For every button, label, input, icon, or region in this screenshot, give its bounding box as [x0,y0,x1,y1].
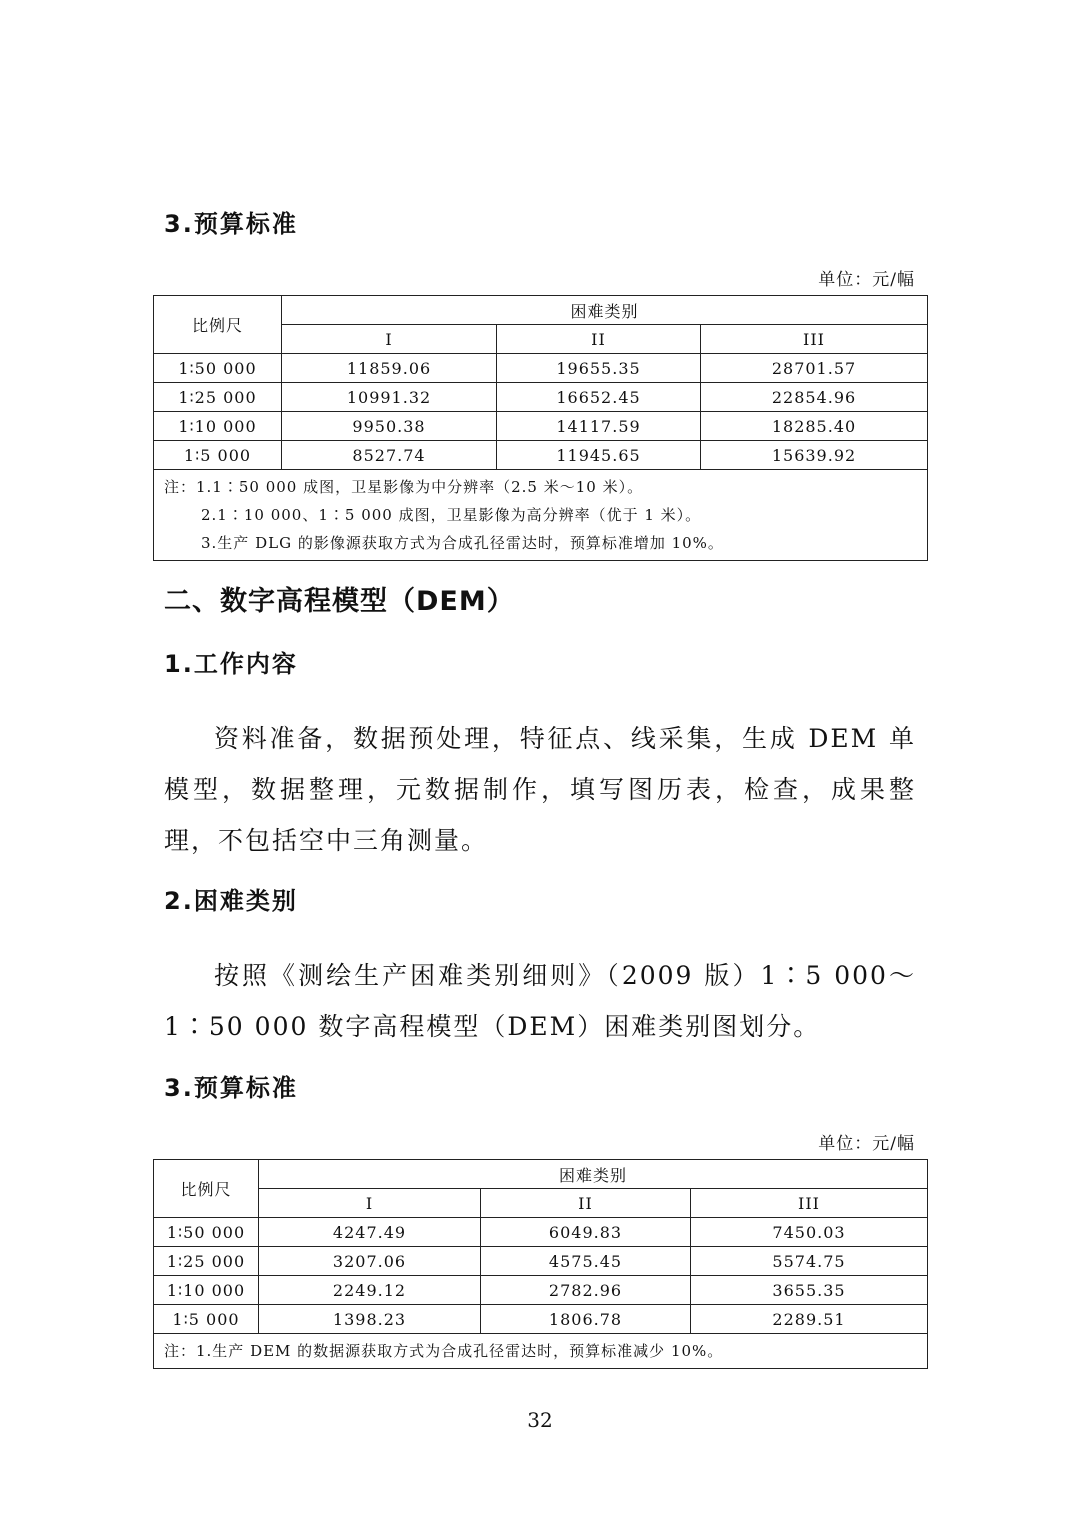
table-class-row [154,1189,928,1218]
scale-cell: 1∶50 000 [154,1218,259,1247]
value-cell: 2249.12 [259,1276,481,1305]
table-row [154,354,928,383]
dem-budget-heading: 3.预算标准 [164,1074,298,1102]
table-header-row [154,296,928,325]
difficulty-header: 困难类别 [282,296,928,325]
table-row [154,441,928,470]
table-row [154,1247,928,1276]
value-cell: 18285.40 [701,412,928,441]
scale-cell: 1∶10 000 [154,1276,259,1305]
table-note [154,1334,928,1369]
work-content-paragraph: 资料准备，数据预处理，特征点、线采集，生成 DEM 单模型，数据整理，元数据制作，填写图历表，检查，成果整理，不包括空中三角测量。 [164,724,916,855]
value-cell: 4247.49 [259,1218,481,1247]
scale-header: 比例尺 [154,1160,259,1218]
table-row [154,1276,928,1305]
class-header: I [259,1189,481,1218]
value-cell: 2289.51 [691,1305,928,1334]
scale-cell: 1∶50 000 [154,354,282,383]
value-cell: 8527.74 [282,441,497,470]
scale-cell: 1∶25 000 [154,383,282,412]
value-cell: 11859.06 [282,354,497,383]
difficulty-heading: 2.困难类别 [164,887,298,915]
table-note-row [154,470,928,561]
class-header: III [691,1189,928,1218]
class-header: III [701,325,928,354]
note-line: 2.1∶10 000、1∶5 000 成图，卫星影像为高分辨率（优于 1 米）。 [201,506,702,524]
table-row [154,412,928,441]
value-cell: 22854.96 [701,383,928,412]
value-cell: 14117.59 [497,412,701,441]
table-note-row [154,1334,928,1369]
value-cell: 4575.45 [481,1247,691,1276]
scale-cell: 1∶10 000 [154,412,282,441]
table-header-row [154,1160,928,1189]
table-row [154,1218,928,1247]
class-header: II [481,1189,691,1218]
difficulty-header: 困难类别 [259,1160,928,1189]
value-cell: 3207.06 [259,1247,481,1276]
value-cell: 1398.23 [259,1305,481,1334]
value-cell: 2782.96 [481,1276,691,1305]
scale-header: 比例尺 [154,296,282,354]
work-content-heading: 1.工作内容 [164,650,298,678]
note-line: 注：1.1∶50 000 成图，卫星影像为中分辨率（2.5 米～10 米）。 [164,478,644,496]
dem-unit-label: 单位：元/幅 [818,1134,915,1154]
dem-section-title: 二、数字高程模型（DEM） [164,586,515,617]
value-cell: 11945.65 [497,441,701,470]
dlg-unit-label: 单位：元/幅 [818,270,915,290]
difficulty-paragraph: 按照《测绘生产困难类别细则》（2009 版）1∶5 000～1∶50 000 数字高程模型（DEM）困难类别图划分。 [164,961,916,1041]
class-header: I [282,325,497,354]
scale-cell: 1∶25 000 [154,1247,259,1276]
note-line: 注：1.生产 DEM 的数据源获取方式为合成孔径雷达时，预算标准减少 10%。 [164,1342,724,1360]
dlg-budget-heading: 3.预算标准 [164,210,298,238]
table-row [154,383,928,412]
value-cell: 6049.83 [481,1218,691,1247]
value-cell: 10991.32 [282,383,497,412]
dlg-budget-table [153,295,928,561]
value-cell: 1806.78 [481,1305,691,1334]
note-line: 3.生产 DLG 的影像源获取方式为合成孔径雷达时，预算标准增加 10%。 [201,534,724,552]
class-header: II [497,325,701,354]
value-cell: 19655.35 [497,354,701,383]
table-row [154,1305,928,1334]
value-cell: 5574.75 [691,1247,928,1276]
scale-cell: 1∶5 000 [154,441,282,470]
scale-cell: 1∶5 000 [154,1305,259,1334]
value-cell: 28701.57 [701,354,928,383]
table-note [154,470,928,561]
page-number: 32 [527,1408,553,1432]
value-cell: 16652.45 [497,383,701,412]
dem-budget-table [153,1159,928,1369]
value-cell: 15639.92 [701,441,928,470]
value-cell: 9950.38 [282,412,497,441]
value-cell: 3655.35 [691,1276,928,1305]
value-cell: 7450.03 [691,1218,928,1247]
